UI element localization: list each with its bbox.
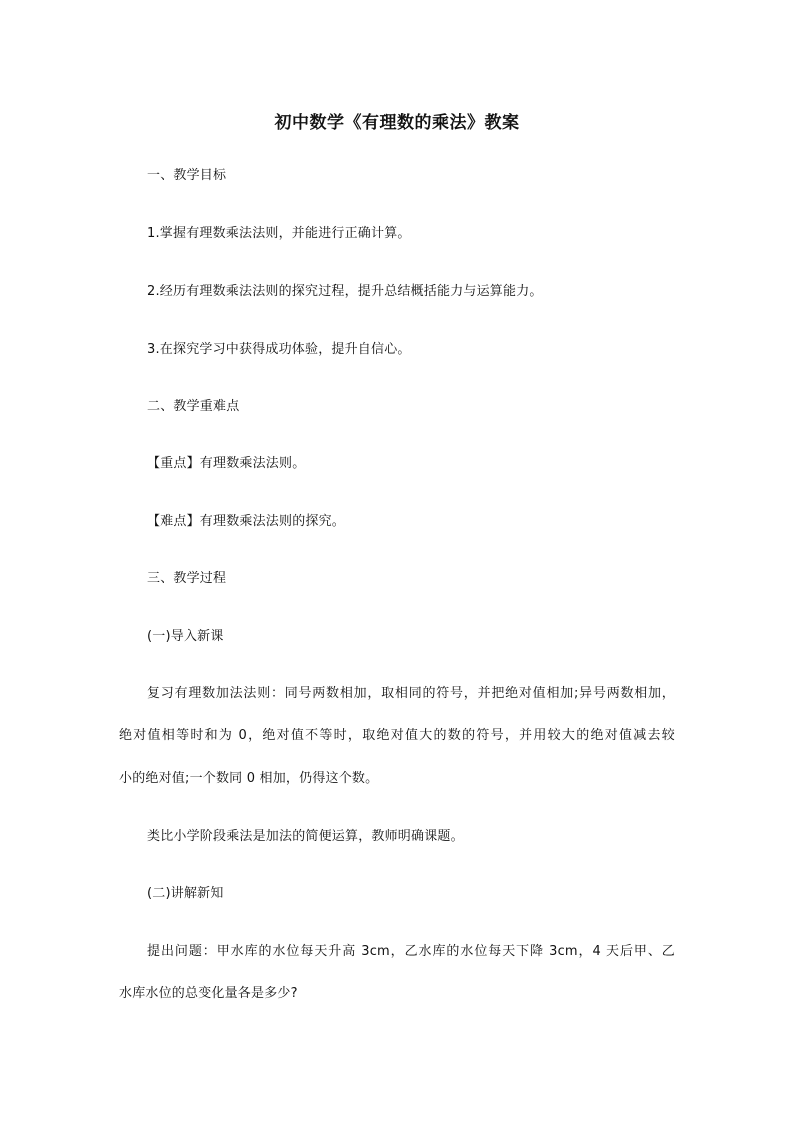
paragraph-line: 绝对值相等时和为 0，绝对值不等时，取绝对值大的数的符号，并用较大的绝对值减去较 bbox=[119, 728, 675, 743]
paragraph-line: 小的绝对值;一个数同 0 相加，仍得这个数。 bbox=[119, 771, 379, 786]
paragraph-line: 类比小学阶段乘法是加法的简便运算，教师明确课题。 bbox=[147, 829, 464, 844]
difficult-point-paragraph: 【难点】有理数乘法法则的探究。 bbox=[147, 514, 346, 529]
subsection-heading-intro: (一)导入新课 bbox=[147, 629, 224, 644]
objective-item-3: 3.在探究学习中获得成功体验，提升自信心。 bbox=[147, 342, 411, 357]
paragraph-line: 复习有理数加法法则：同号两数相加，取相同的符号，并把绝对值相加;异号两数相加， bbox=[147, 686, 675, 701]
paragraph-line: 提出问题：甲水库的水位每天升高 3cm，乙水库的水位每天下降 3cm，4 天后甲、乙 bbox=[147, 944, 675, 959]
key-point-paragraph: 【重点】有理数乘法法则。 bbox=[147, 456, 306, 471]
section-heading-process: 三、教学过程 bbox=[147, 571, 227, 586]
section-heading-key-points: 二、教学重难点 bbox=[147, 399, 240, 414]
objective-item-1: 1.掌握有理数乘法法则，并能进行正确计算。 bbox=[147, 226, 411, 241]
document-title: 初中数学《有理数的乘法》教案 bbox=[274, 113, 520, 133]
subsection-heading-new-knowledge: (二)讲解新知 bbox=[147, 886, 224, 901]
objective-item-2: 2.经历有理数乘法法则的探究过程，提升总结概括能力与运算能力。 bbox=[147, 284, 543, 299]
paragraph-line: 水库水位的总变化量各是多少? bbox=[119, 986, 298, 1001]
section-heading-objectives: 一、教学目标 bbox=[147, 168, 227, 183]
